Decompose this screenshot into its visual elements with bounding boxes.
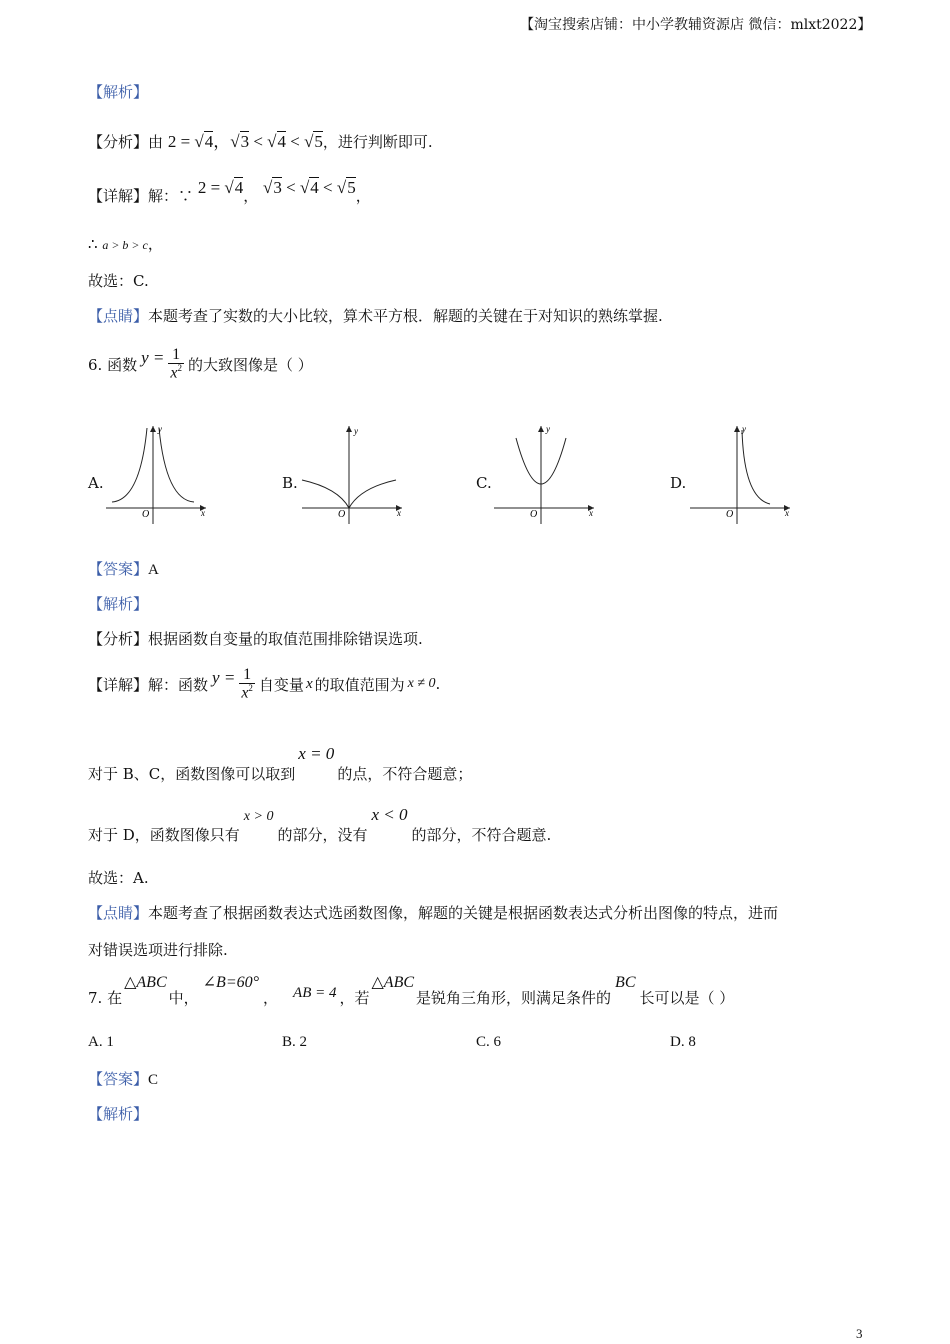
q7-post: 长可以是（ ）: [639, 989, 735, 1007]
q6-xiangjie-pre: 解：函数: [148, 675, 209, 694]
q7-triangle-2: △ABC: [371, 974, 415, 991]
q5-abc-order: a > b > c: [102, 238, 148, 252]
q6-graph-a: [102, 420, 212, 525]
q6-func-exp: 2: [177, 363, 182, 374]
q6-graph-a-axis-x: x: [201, 508, 205, 518]
q6-graph-d-axis-x: x: [785, 508, 789, 518]
q7-jiexi-label: 【解析】: [88, 1105, 149, 1123]
q6-func-num: 1: [168, 346, 184, 365]
q5-fenxi-line: [88, 127, 433, 152]
page-header: 【淘宝搜索店铺：中小学教辅资源店 微信：mlxt2022】: [520, 17, 872, 33]
q6-graph-d: [686, 420, 796, 525]
q5-fenxi-tag: 【分析】: [88, 133, 149, 151]
q5-guxuan: 故选：C.: [88, 272, 149, 290]
q6-graph-d-origin: O: [726, 509, 734, 520]
q6-line-bc: [88, 744, 472, 784]
q6-graph-d-axis-y: y: [742, 424, 746, 434]
q6-answer-line: [88, 558, 159, 579]
q6-option-b-label: B.: [282, 474, 298, 492]
q6-answer: A: [148, 562, 159, 578]
q7-answer: C: [148, 1072, 159, 1088]
q6-graph-c: [490, 420, 600, 525]
q6-graph-c-axis-y: y: [546, 424, 550, 434]
q6-line-d-pre: 对于 D，函数图像只有: [88, 826, 240, 844]
q7-angle-b: ∠B=60°: [202, 974, 260, 991]
q7-option-c: C. 6: [476, 1034, 502, 1050]
q5-dianjing-line: [88, 305, 663, 326]
q6-func-y: y =: [141, 348, 165, 367]
q5-jiexi-label: 【解析】: [88, 83, 149, 101]
therefore-symbol: ∴: [88, 235, 98, 253]
q7-ruo: ，若: [339, 989, 370, 1007]
q5-xiangjie-tag: 【详解】: [88, 187, 149, 205]
q6-jiexi-label: 【解析】: [88, 595, 149, 613]
q6-guxuan: 故选：A.: [88, 869, 149, 887]
q6-line-bc-post: 的点，不符合题意；: [337, 765, 473, 783]
q5-xiangjie-pre: 解：: [148, 187, 179, 205]
q6-line-bc-math: x = 0: [298, 744, 335, 763]
q6-dianjing-text1: 本题考查了根据函数表达式选函数图像，解题的关键是根据函数表达式分析出图像的特点，进而: [148, 904, 779, 922]
q6-xiangjie-mid2: 的取值范围为: [314, 675, 405, 694]
q6-stem-pre: 6. 函数: [88, 355, 138, 374]
q6-fenxi-tag: 【分析】: [88, 630, 149, 648]
q7-option-d: D. 8: [670, 1034, 696, 1050]
page-number: 3: [856, 1326, 863, 1341]
q6-xiangjie-den: x: [241, 684, 249, 702]
q6-graph-b: [298, 420, 408, 525]
q6-dianjing-tag: 【点睛】: [88, 904, 149, 922]
q7-stem: 7. 在 △ABC 中， ∠B=60° ， AB = 4 ，若 △ABC 是锐角三角形，则满足条件的 BC 长可以是（ ）: [88, 974, 735, 1007]
q7-triangle-1: △ABC: [124, 974, 167, 991]
q6-fenxi-line: [88, 628, 423, 649]
q6-line-d-mid: 的部分，没有: [277, 826, 368, 844]
q6-graph-a-axis-y: y: [158, 424, 162, 434]
q7-answer-line: [88, 1068, 158, 1089]
q6-graph-c-origin: O: [530, 509, 538, 520]
q6-dianjing-line2: 对错误选项进行排除.: [88, 941, 228, 959]
q5-xiangjie-math1: 2 = √4: [197, 178, 244, 197]
q6-fenxi-text: 根据函数自变量的取值范围排除错误选项.: [148, 630, 423, 648]
q6-graph-c-axis-x: x: [589, 508, 593, 518]
q6-graph-b-axis-y: y: [354, 426, 358, 436]
q6-option-d-label: D.: [670, 474, 687, 492]
q6-xiangjie-func-y: y =: [212, 668, 236, 687]
q6-xiangjie-fraction: [239, 666, 255, 703]
q5-xiangjie-line: 【详解】解：∵ 2 = √4， √3 < √4 < √5，: [88, 178, 371, 205]
q7-option-b: B. 2: [282, 1034, 308, 1050]
q6-graph-b-axis-x: x: [397, 508, 401, 518]
q6-graph-a-origin: O: [142, 509, 150, 520]
q6-xiangjie-num: 1: [239, 666, 255, 685]
q6-stem: [88, 340, 313, 388]
q5-xiangjie-math2: √3 < √4 < √5: [263, 178, 356, 197]
q6-line-d: [88, 805, 551, 845]
q7-stem-num: 7. 在: [88, 989, 123, 1007]
q6-func-fraction: [168, 346, 184, 383]
q6-option-a-label: A.: [88, 474, 104, 492]
q5-fenxi-post: ，进行判断即可.: [322, 133, 433, 151]
q7-option-a: A. 1: [88, 1034, 114, 1050]
q6-func-den: x: [170, 364, 178, 382]
q7-zhong: 中，: [168, 989, 199, 1007]
q5-dianjing-text: 本题考查了实数的大小比较，算术平方根．解题的关键在于对知识的熟练掌握.: [148, 307, 663, 325]
q5-dianjing-tag: 【点睛】: [88, 307, 149, 325]
q6-xiangjie-mid: 自变量: [258, 675, 304, 694]
q6-stem-post: 的大致图像是（ ）: [187, 355, 313, 374]
q5-fenxi-math: 2 = √4，√3 < √4 < √5: [167, 132, 323, 151]
q6-xiangjie-var: x: [305, 675, 313, 692]
q6-line-bc-pre: 对于 B、C，函数图像可以取到: [88, 765, 296, 783]
q6-dianjing-line1: [88, 902, 778, 923]
q7-answer-tag: 【答案】: [88, 1070, 149, 1088]
q6-answer-tag: 【答案】: [88, 560, 149, 578]
q6-line-d-math1: x > 0: [243, 809, 274, 824]
q7-bc: BC: [615, 974, 636, 991]
q7-mid: 是锐角三角形，则满足条件的: [416, 989, 612, 1007]
q6-graph-b-origin: O: [338, 509, 346, 520]
q6-xiangjie-line: 【详解】 解：函数 y = $\frac{1}{x^2}$ 自变量 x 的取值范围为 x ≠ 0 .: [88, 665, 441, 702]
q6-line-d-post: 的部分，不符合题意.: [411, 826, 552, 844]
q6-xiangjie-tag: 【详解】: [88, 675, 149, 694]
q7-ab-length: AB = 4: [293, 985, 337, 1001]
q6-domain: x ≠ 0: [407, 676, 436, 691]
q6-line-d-math2: x < 0: [371, 805, 408, 824]
q5-fenxi-pre: 由: [148, 133, 164, 151]
q6-xiangjie-exp: 2: [248, 683, 253, 694]
q6-option-c-label: C.: [476, 474, 492, 492]
because-symbol: ∵: [178, 187, 194, 205]
q5-therefore-line: ∴ a > b > c，: [88, 235, 163, 253]
